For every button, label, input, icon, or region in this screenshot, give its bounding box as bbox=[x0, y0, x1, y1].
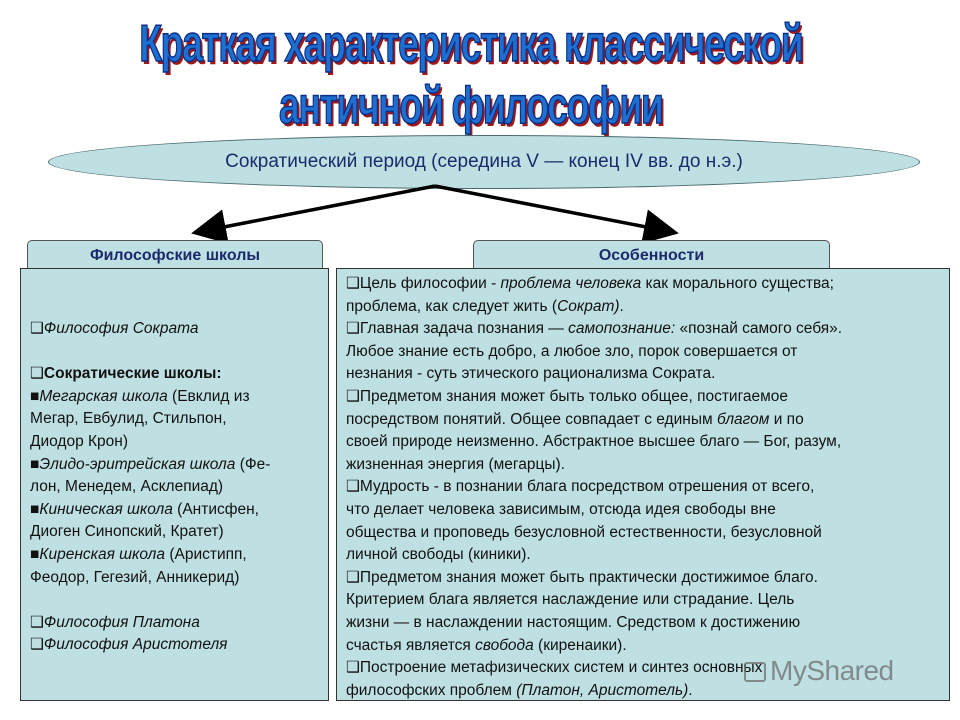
text-segment: лон, Менедем, Асклепиад) bbox=[30, 478, 224, 496]
arrow-to-schools bbox=[198, 186, 435, 232]
text-line bbox=[346, 363, 949, 386]
text-segment: жизненная энергия (мегарцы). bbox=[346, 455, 565, 473]
text-line bbox=[346, 341, 949, 364]
features-header-label: Особенности bbox=[598, 247, 705, 264]
text-segment: что делает человека зависимым, отсюда идея свободы вне bbox=[346, 500, 776, 518]
text-line bbox=[346, 589, 949, 612]
text-segment: проблема человека bbox=[500, 275, 642, 292]
text-segment: Диоген Синопский, Кратет) bbox=[30, 523, 224, 541]
text-line bbox=[346, 635, 949, 658]
slide-title-line-1: Краткая характеристика классической bbox=[139, 15, 803, 73]
text-line bbox=[30, 431, 328, 454]
text-segment: «познай самого себя». bbox=[675, 320, 843, 338]
text-segment: ❑Главная задача познания — bbox=[346, 320, 569, 338]
text-line bbox=[346, 567, 949, 590]
text-line bbox=[30, 544, 328, 567]
text-line bbox=[346, 476, 949, 499]
text-line bbox=[30, 612, 328, 635]
text-segment: свобода bbox=[475, 636, 534, 654]
text-line bbox=[30, 499, 328, 522]
text-line bbox=[346, 296, 949, 319]
text-line bbox=[346, 431, 949, 454]
features-panel bbox=[336, 268, 950, 701]
text-segment: Сократ) bbox=[557, 297, 620, 315]
text-segment: философских проблем bbox=[346, 681, 517, 699]
text-segment: жизни — в наслаждении настоящим. Средством к достижению bbox=[346, 613, 801, 631]
text-segment: ■ bbox=[30, 455, 40, 473]
text-segment: Диодор Крон) bbox=[30, 432, 129, 450]
slide-title-line-2: античной философии bbox=[279, 77, 663, 135]
text-segment: ❑Мудрость - в познании блага посредством отрешения от всего, bbox=[346, 478, 815, 496]
text-segment: . bbox=[688, 681, 693, 699]
text-line bbox=[346, 409, 949, 432]
text-segment: ❑Цель философии - bbox=[346, 275, 501, 292]
text-segment: (Платон, Аристотель) bbox=[516, 681, 689, 699]
text-segment: Философия Аристотеля bbox=[43, 636, 228, 654]
watermark-logo-icon bbox=[744, 662, 766, 682]
text-line bbox=[30, 567, 328, 590]
text-line bbox=[346, 273, 949, 296]
text-line bbox=[346, 522, 949, 545]
text-line bbox=[346, 386, 949, 409]
text-segment: и по bbox=[769, 410, 804, 428]
text-segment: Киническая школа bbox=[39, 500, 173, 518]
text-segment: (Евклид из bbox=[167, 387, 250, 405]
text-segment: личной свободы (киники). bbox=[346, 546, 531, 564]
text-segment: . bbox=[619, 297, 624, 315]
schools-panel bbox=[20, 268, 329, 701]
text-segment: благом bbox=[716, 410, 770, 428]
text-line bbox=[346, 612, 949, 635]
arrow-to-features bbox=[435, 186, 672, 232]
text-line bbox=[30, 476, 328, 499]
text-segment: (Фе- bbox=[235, 455, 271, 473]
text-segment: ❑ bbox=[30, 320, 44, 337]
text-segment: Мегар, Евбулид, Стильпон, bbox=[30, 410, 227, 428]
text-segment: Элидо-эритрейская школа bbox=[39, 455, 236, 473]
text-segment: самопознание: bbox=[568, 320, 676, 338]
text-line bbox=[30, 634, 328, 657]
text-segment: Философия Сократа bbox=[43, 320, 199, 337]
text-segment: ■ bbox=[30, 500, 40, 518]
text-segment: ❑ bbox=[30, 613, 44, 631]
text-segment: своей природе неизменно. Абстрактное высшее благо — Бог, разум, bbox=[346, 433, 842, 451]
text-segment: ■ bbox=[30, 545, 40, 563]
text-line bbox=[30, 318, 328, 341]
text-segment: Киренская школа bbox=[39, 545, 166, 563]
text-line bbox=[346, 454, 949, 477]
text-line bbox=[30, 341, 328, 364]
period-label: Сократический период (середина V — конец IV вв. до н.э.) bbox=[225, 151, 743, 172]
text-segment: посредством понятий. Общее совпадает с единым bbox=[346, 410, 717, 428]
text-segment: Философия Платона bbox=[43, 613, 200, 631]
text-segment: Мегарская школа bbox=[39, 387, 168, 405]
schools-header-label: Философские школы bbox=[89, 247, 261, 264]
text-line bbox=[30, 521, 328, 544]
text-segment: (Аристипп, bbox=[165, 545, 247, 563]
text-segment: ❑Предметом знания может быть практически достижимое благо. bbox=[346, 568, 818, 586]
text-segment: ❑Построение метафизических систем и синтез основных bbox=[346, 659, 763, 677]
text-line bbox=[346, 318, 949, 341]
text-segment: (Антисфен, bbox=[172, 500, 259, 518]
text-line bbox=[30, 386, 328, 409]
watermark: MyShared bbox=[770, 655, 894, 686]
text-segment: счастья является bbox=[346, 636, 476, 654]
text-segment: проблема, как следует жить ( bbox=[346, 297, 558, 315]
text-line bbox=[30, 589, 328, 612]
text-segment: общества и проповедь безусловной естественности, безусловной bbox=[346, 523, 822, 541]
text-segment: как морального существа; bbox=[641, 275, 834, 292]
text-line bbox=[30, 408, 328, 431]
text-line bbox=[30, 454, 328, 477]
text-segment: Любое знание есть добро, а любое зло, порок совершается от bbox=[346, 342, 798, 360]
text-line bbox=[30, 363, 328, 386]
text-segment: ❑ bbox=[30, 365, 44, 383]
text-segment: ❑Предметом знания может быть только общее, постигаемое bbox=[346, 387, 789, 405]
text-segment: Феодор, Гегезий, Анникерид) bbox=[30, 568, 240, 586]
text-segment: ❑ bbox=[30, 636, 44, 654]
text-segment: Критерием блага является наслаждение или страдание. Цель bbox=[346, 591, 795, 609]
text-line bbox=[346, 544, 949, 567]
text-segment: Сократические школы: bbox=[43, 365, 222, 383]
text-line bbox=[346, 499, 949, 522]
text-segment: (киренаики). bbox=[533, 636, 627, 654]
text-segment: незнания - суть этического рационализма Сократа. bbox=[346, 365, 716, 383]
text-segment: ■ bbox=[30, 387, 40, 405]
